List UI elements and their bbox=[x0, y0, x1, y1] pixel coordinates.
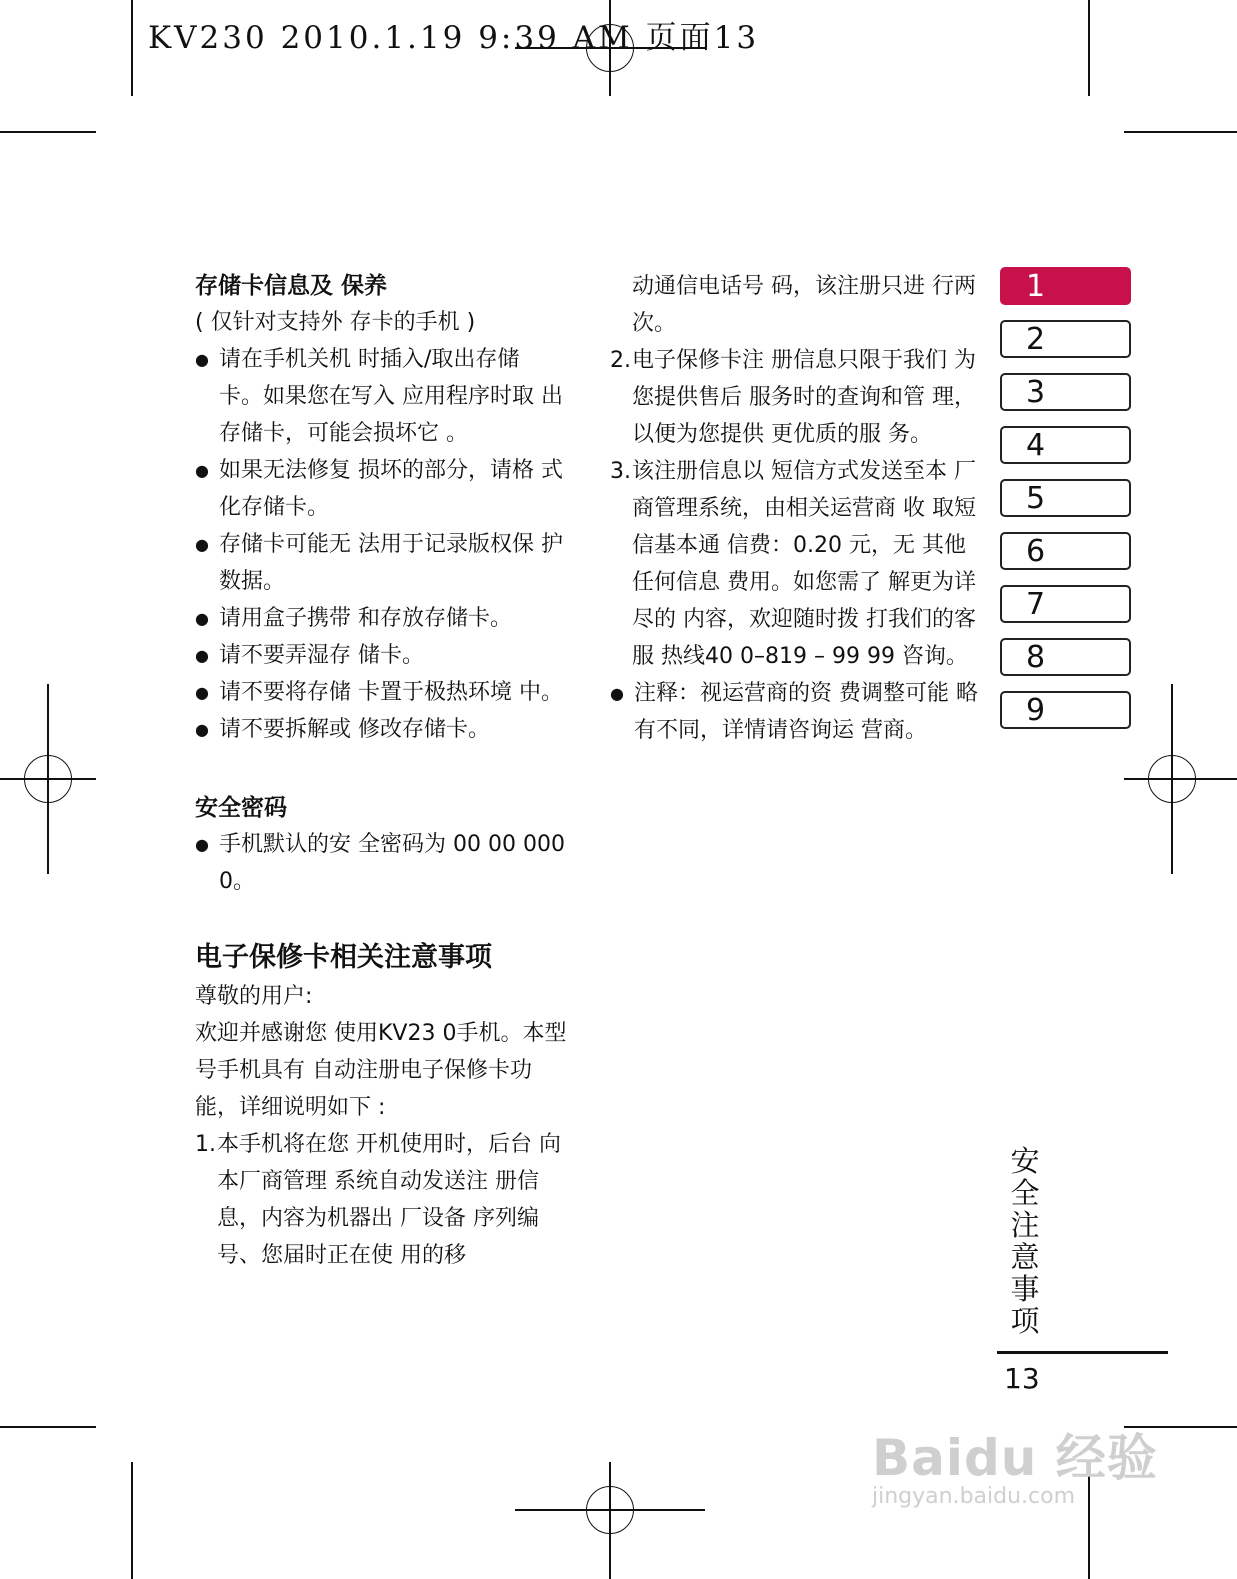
chapter-title-vertical: 安全注意事项 bbox=[1010, 1144, 1040, 1338]
bullet-icon: ● bbox=[610, 684, 624, 703]
crop-mark bbox=[0, 131, 96, 133]
crop-mark bbox=[0, 1426, 96, 1428]
list-item: ● 手机默认的安 全密码为 00 00 000 0。 bbox=[195, 826, 570, 900]
list-item: ● 请用盒子携带 和存放存储卡。 bbox=[195, 600, 570, 637]
numbered-item-3: 3. 该注册信息以 短信方式发送至本 厂商管理系统，由相关运营商 收 取短信基本通 信费：0.20 元，无 其他任何信息 费用。如您需了 解更为详尽的 内容，欢迎随时拨 打我们的客服 热线40 0–819 – 99 99 咨询。 bbox=[610, 459, 976, 669]
watermark-url: jingyan.baidu.com bbox=[872, 1484, 1076, 1509]
intro-paragraph: 欢迎并感谢您 使用KV23 0手机。本型号手机具有 自动注册电子保修卡功能，详细说明如下 : bbox=[195, 1021, 567, 1120]
crop-mark bbox=[1088, 0, 1090, 96]
bullet-icon: ● bbox=[195, 461, 209, 480]
bullet-icon: ● bbox=[195, 535, 209, 554]
crop-mark bbox=[1124, 131, 1237, 133]
bullet-icon: ● bbox=[195, 683, 209, 702]
print-header: KV230 2010.1.19 9:39 AM 页面13 bbox=[148, 20, 760, 56]
middle-column bbox=[610, 268, 980, 749]
bullet-icon: ● bbox=[195, 646, 209, 665]
numbered-item-1-continued: 动通信电话号 码，该注册只进 行两次。 bbox=[632, 274, 976, 336]
chapter-tab-9[interactable]: 9 bbox=[1000, 691, 1131, 729]
list-item: ● 请在手机关机 时插入/取出存储 卡。如果您在写入 应用程序时取 出存储卡，可能会损坏它 。 bbox=[195, 341, 570, 452]
memory-card-note: ( 仅针对支持外 存卡的手机 ) bbox=[195, 310, 476, 335]
chapter-tab-3[interactable]: 3 bbox=[1000, 373, 1131, 411]
memory-card-bullets bbox=[195, 341, 570, 748]
chapter-tab-6[interactable]: 6 bbox=[1000, 532, 1131, 570]
chapter-tab-7[interactable]: 7 bbox=[1000, 585, 1131, 623]
chapter-tabs bbox=[1000, 267, 1131, 744]
chapter-tab-2[interactable]: 2 bbox=[1000, 320, 1131, 358]
bullet-icon: ● bbox=[195, 350, 209, 369]
section-heading-security-code: 安全密码 bbox=[195, 795, 287, 821]
watermark-logo: Baidu 经验 bbox=[872, 1429, 1158, 1487]
list-item: ● 存储卡可能无 法用于记录版权保 护数据。 bbox=[195, 526, 570, 600]
list-item: ● 请不要拆解或 修改存储卡。 bbox=[195, 711, 570, 748]
list-item: ● 如果无法修复 损坏的部分，请格 式化存储卡。 bbox=[195, 452, 570, 526]
chapter-tab-5[interactable]: 5 bbox=[1000, 479, 1131, 517]
crop-mark bbox=[131, 0, 133, 96]
section-heading-warranty-card: 电子保修卡相关注意事项 bbox=[195, 942, 492, 973]
crop-mark bbox=[131, 1462, 133, 1579]
bullet-icon: ● bbox=[195, 609, 209, 628]
list-item: ● 请不要将存储 卡置于极热环境 中。 bbox=[195, 674, 570, 711]
note-item: ● 注释：视运营商的资 费调整可能 略有不同，详情请咨询运 营商。 bbox=[610, 675, 980, 749]
bullet-icon: ● bbox=[195, 720, 209, 739]
greeting: 尊敬的用户: bbox=[195, 984, 313, 1009]
chapter-tab-4[interactable]: 4 bbox=[1000, 426, 1131, 464]
section-heading-memory-card: 存储卡信息及 保养 bbox=[195, 273, 388, 299]
footer-rule bbox=[997, 1351, 1168, 1354]
chapter-tab-8[interactable]: 8 bbox=[1000, 638, 1131, 676]
numbered-item-2: 2. 电子保修卡注 册信息只限于我们 为您提供售后 服务时的查询和管 理，以便为您提供 更优质的服 务。 bbox=[610, 348, 976, 447]
left-column bbox=[195, 268, 570, 1274]
chapter-tab-1[interactable]: 1 bbox=[1000, 267, 1131, 305]
page-number: 13 bbox=[1004, 1362, 1040, 1395]
watermark bbox=[872, 1418, 1158, 1509]
numbered-item-1: 1. 本手机将在您 开机使用时，后台 向本厂商管理 系统自动发送注 册信息，内容为机器出 厂设备 序列编号、您届时正在使 用的移 bbox=[195, 1132, 561, 1268]
bullet-icon: ● bbox=[195, 835, 209, 854]
list-item: ● 请不要弄湿存 储卡。 bbox=[195, 637, 570, 674]
